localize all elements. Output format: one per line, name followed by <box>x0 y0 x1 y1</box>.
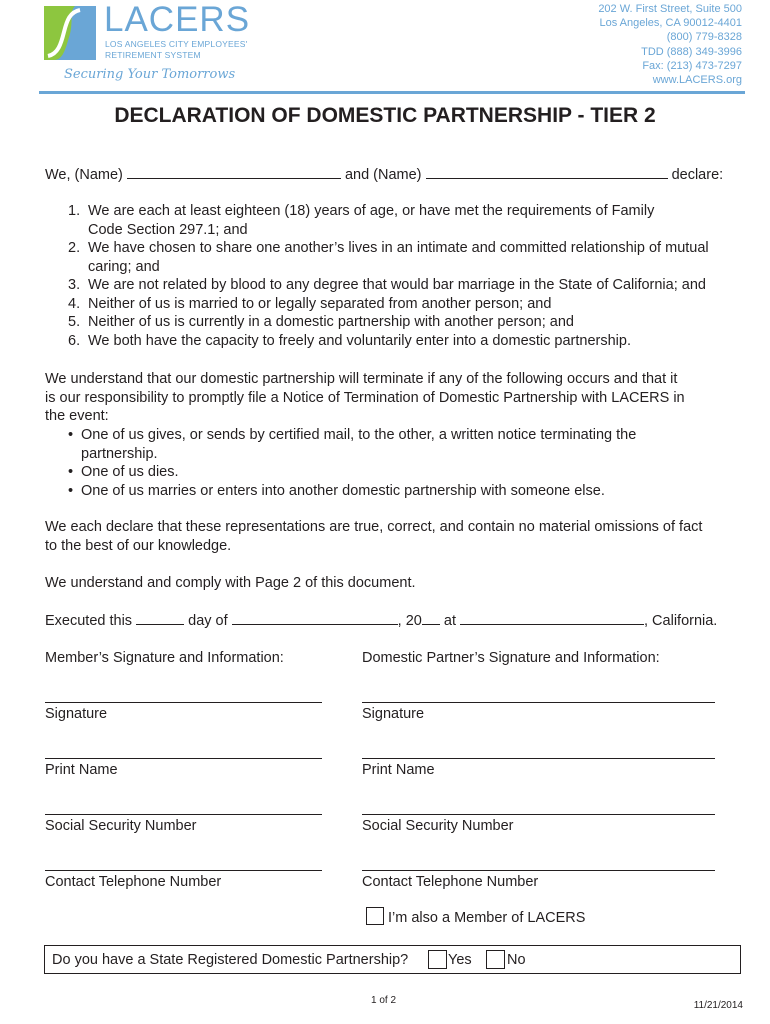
member-signature-label: Signature <box>45 706 108 722</box>
address-city: Los Angeles, CA 90012-4401 <box>599 17 742 30</box>
termination-paragraph: We understand that our domestic partnership will terminate if any of the following occurs and that it is our responsibility to promptly file a Notice of Termination of Domestic Partnership with LACERS in the event: <box>45 371 685 424</box>
partner-signature-label: Signature <box>362 706 425 722</box>
member-ssn-label: Social Security Number <box>45 818 197 834</box>
member-signature-line[interactable] <box>45 702 322 703</box>
page-title: DECLARATION OF DOMESTIC PARTNERSHIP - TIER 2 <box>114 104 656 127</box>
address-street: 202 W. First Street, Suite 500 <box>598 3 742 15</box>
day-field[interactable] <box>136 612 184 625</box>
partner-phone-label: Contact Telephone Number <box>362 874 539 890</box>
member-section-heading: Member’s Signature and Information: <box>45 650 284 666</box>
termination-events <box>66 426 636 500</box>
year-field[interactable] <box>422 612 440 625</box>
lacers-logo-subtitle: LOS ANGELES CITY EMPLOYEES' RETIREMENT SYSTEM <box>105 39 248 60</box>
lacers-tagline: Securing Your Tomorrows <box>64 67 236 82</box>
member-ssn-line[interactable] <box>45 814 322 815</box>
revision-date: 11/21/2014 <box>693 1000 743 1011</box>
registered-yes-label: Yes <box>448 952 472 968</box>
partner-print-name-line[interactable] <box>362 758 715 759</box>
also-member-checkbox[interactable] <box>366 907 384 925</box>
list-item: • One of us gives, or sends by certified mail, to the other, a written notice terminating the partnership. <box>68 427 637 462</box>
registered-no-checkbox[interactable] <box>486 950 505 969</box>
month-field[interactable] <box>232 612 398 625</box>
declare-line: We, (Name) and (Name) declare: <box>45 167 724 183</box>
list-item: 2. We have chosen to share one another’s lives in an intimate and committed relationship of mutual caring; and <box>68 240 709 275</box>
executed-line: Executed this day of , 20 at , California. <box>45 613 718 629</box>
member-print-name-label: Print Name <box>45 762 118 778</box>
member-phone-label: Contact Telephone Number <box>45 874 222 890</box>
header-divider <box>39 91 745 94</box>
registered-no-label: No <box>507 952 526 968</box>
partner-ssn-label: Social Security Number <box>362 818 514 834</box>
partner-print-name-label: Print Name <box>362 762 435 778</box>
website-url[interactable]: www.LACERS.org <box>652 74 742 87</box>
list-item: 5. Neither of us is currently in a domestic partnership with another person; and <box>68 314 574 330</box>
list-item: 4. Neither of us is married to or legally separated from another person; and <box>68 295 552 312</box>
registered-partnership-question: Do you have a State Registered Domestic Partnership? <box>52 952 409 968</box>
member-phone-line[interactable] <box>45 870 322 871</box>
comply-statement: We understand and comply with Page 2 of this document. <box>45 575 416 591</box>
member-print-name-line[interactable] <box>45 758 322 759</box>
list-item: 1. We are each at least eighteen (18) years of age, or have met the requirements of Family Code Section 297.1; and <box>68 203 655 238</box>
fax-number: Fax: (213) 473-7297 <box>642 59 742 72</box>
name-one-field[interactable] <box>127 166 341 179</box>
page-number: 1 of 2 <box>371 995 397 1006</box>
city-field[interactable] <box>460 612 644 625</box>
list-item: • One of us dies. <box>68 464 179 480</box>
registered-yes-checkbox[interactable] <box>428 950 447 969</box>
partner-ssn-line[interactable] <box>362 814 715 815</box>
name-two-field[interactable] <box>426 166 668 179</box>
phone-number: (800) 779-8328 <box>666 31 742 44</box>
declaration-items <box>46 202 709 350</box>
list-item: • One of us marries or enters into another domestic partnership with someone else. <box>68 482 605 499</box>
partner-signature-line[interactable] <box>362 702 715 703</box>
lacers-logo-mark <box>44 6 96 60</box>
also-member-label: I’m also a Member of LACERS <box>388 910 586 926</box>
contact-address-block <box>598 2 742 87</box>
partner-phone-line[interactable] <box>362 870 715 871</box>
list-item: 3. We are not related by blood to any degree that would bar marriage in the State of California; and <box>68 277 706 293</box>
representations-paragraph: We each declare that these representations are true, correct, and contain no material omissions of fact to the best of our knowledge. <box>45 519 703 554</box>
lacers-logo-text: LACERS <box>104 0 251 39</box>
list-item: 6. We both have the capacity to freely and voluntarily enter into a domestic partnership. <box>68 332 631 349</box>
tdd-number: TDD (888) 349-3996 <box>641 45 742 58</box>
partner-section-heading: Domestic Partner’s Signature and Information: <box>362 650 660 666</box>
